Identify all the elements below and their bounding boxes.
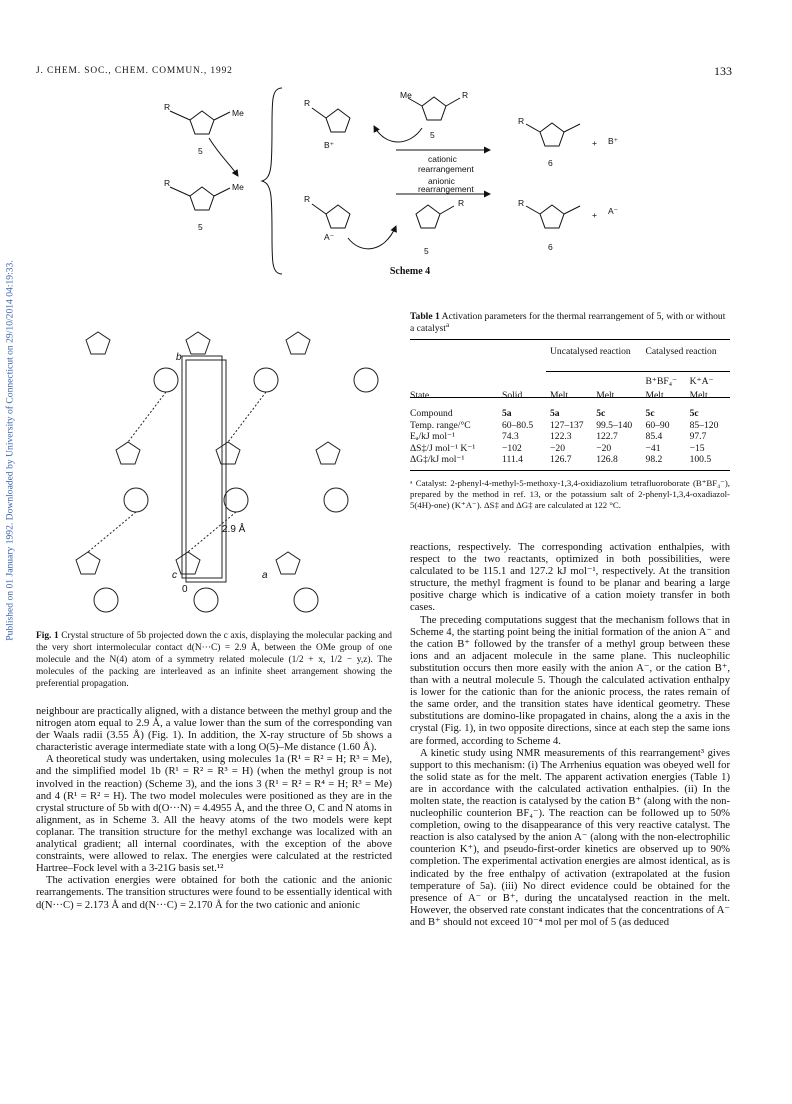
table-cell: 85–120 xyxy=(689,419,719,431)
table-cell: 5c xyxy=(645,408,655,419)
scheme-compound-6-label: 6 xyxy=(548,158,553,168)
column-header: Melt xyxy=(689,390,708,401)
scheme-compound-6-label: 6 xyxy=(548,242,553,252)
table-cell: 98.2 xyxy=(645,454,663,465)
scheme-rearrangement-label: rearrangement xyxy=(418,184,474,194)
scheme-r-label: R xyxy=(164,102,171,112)
table-cell: 111.4 xyxy=(502,454,523,465)
figure-1-label: Fig. 1 xyxy=(36,631,59,641)
paragraph: The preceding computations suggest that the mechanism follows that in Scheme 4, the starting point being the initial formation of the anion A⁻ and the cation B⁺ followed by the transfer of a methyl group between these ions and an adjacent molecule in the same plane. This nucleophilic substitution occurs then more easily with the anion A⁻, or the cation B⁺, than with a neutral molecule 5. Though the calculated activation enthalpy is lower for the cationic than for the anionic process, the rates remain of the same order, and the transition states have identical geometry. These substitutions are domino-like propagated in chains, along the a axis in the crystal (Fig. 1), in two opposite directions, since at each step the same ions are formed, according to Scheme 4. xyxy=(410,614,730,747)
scheme-4 xyxy=(160,86,760,281)
table-cell: ΔG‡/kJ mol⁻¹ xyxy=(410,454,465,465)
scheme-me-label: Me xyxy=(400,90,412,100)
table-1-title xyxy=(410,311,730,335)
table-cell: 122.3 xyxy=(550,431,572,442)
scheme-rearrangement-label: rearrangement xyxy=(418,164,474,174)
running-header xyxy=(36,66,732,76)
table-footnote: ᵃ Catalyst: 2-phenyl-4-methyl-5-methoxy-1,3,4-oxidiazolium tetrafluoroborate (B⁺BF₄⁻), prepared by the method in ref. 13, or the potassium salt of 2-phenyl-1,3,4-oxadiazol-5(4H)-one) (K⁺A⁻). ΔS‡ and ΔG‡ are calculated at 122 °C. xyxy=(410,478,730,511)
scheme-r-label: R xyxy=(164,178,171,188)
table-rule-header xyxy=(410,397,730,398)
download-notice-text: Published on 01 January 1992. Downloaded by University of Connecticut on 29/10/2014 04:19:33. xyxy=(4,260,16,641)
scheme-plus-label: + xyxy=(592,138,597,148)
table-cell: −15 xyxy=(689,442,705,454)
axis-b-label: b xyxy=(176,352,182,363)
left-column xyxy=(36,706,392,912)
journal-citation: J. CHEM. SOC., CHEM. COMMUN., 1992 xyxy=(36,66,233,76)
table-cell: Eₐ/kJ mol⁻¹ xyxy=(410,431,455,442)
crystal-structure-drawing xyxy=(36,300,396,630)
paragraph: A theoretical study was undertaken, using molecules 1a (R¹ = R² = H; R³ = Me), and the simplified model 1b (R¹ = R² = R³ = H) (when the methyl group is not involved in the reaction) (Scheme 3), and the ions 3 (R¹ = R² = R⁴ = H; R³ = Me) and 4 (R¹ = R² = H). The two model molecules were positioned as they are in the crystal structure of 5b with d(O···N) = 4.4955 Å, and the three O, C and N atoms in alignment, as in Scheme 3. All the heavy atoms of the two models were kept coplanar. The transition structure for the methyl exchange was localized with an analytical gradient; all internal coordinates, with the exception of the above constraints, were allowed to relax. The energies were calculated at the restricted Hartree–Fock level with a 3-21G basis set.¹² xyxy=(36,754,392,875)
table-cell: −20 xyxy=(596,442,612,454)
page-number: 133 xyxy=(714,64,732,78)
table-rule-cat xyxy=(640,371,730,372)
table-1-title-note: a xyxy=(445,320,450,329)
table-1-label: Table 1 xyxy=(410,311,440,322)
table-cell: 5a xyxy=(550,408,560,419)
table-cell: 5a xyxy=(502,408,512,419)
scheme-compound-5-label: 5 xyxy=(198,146,203,156)
table-cell: 99.5–140 xyxy=(596,419,633,431)
table-cell: 126.8 xyxy=(596,454,618,465)
contact-distance-label: 2.9 Å xyxy=(222,524,246,535)
scheme-r-label: R xyxy=(458,198,465,208)
scheme-r-label: R xyxy=(304,194,311,204)
table-cell: 5c xyxy=(689,408,699,419)
axis-c-label: c xyxy=(172,570,177,581)
figure-1 xyxy=(36,300,396,630)
paragraph: A kinetic study using NMR measurements of this rearrangement³ gives support to this mechanism: (i) The Arrhenius equation was obeyed well for the solid state as for the melt. The apparent activation energies (Table 1) are in accordance with the calculated activation enthalpies. (ii) In the molten state, the reaction is catalysed by the cation B⁺ (along with the non-nucleophilic counterion BF₄⁻). The reaction can be followed up to 50% completion, owing to the disappearance of this very reactive catalyst. The reaction is also catalysed by the anion A⁻ (along with the non-electrophilic counterion K⁺), and pseudo-first-order kinetics are observed up to 90% completion. The experimental activation energies are almost identical, as is indicated by the free enthalpy of activation (extrapolated at the fusion temperature of 5a). (iii) No direct evidence could be obtained for the presence of A⁻ or B⁺, during the uncatalysed reaction in the melt. However, the observed rate constant indicates that the concentrations of A⁻ and B⁺ should not exceed 10⁻⁴ mol per mol of 5 (as deduced xyxy=(410,747,730,928)
table-cell: Compound xyxy=(410,408,453,419)
column-header: Melt xyxy=(550,390,569,401)
scheme-caption: Scheme 4 xyxy=(389,266,431,277)
column-header: Melt xyxy=(645,390,664,401)
table-cell: Temp. range/°C xyxy=(410,419,471,431)
table-cell: 126.7 xyxy=(550,454,572,465)
table-cell: ΔS‡/J mol⁻¹ K⁻¹ xyxy=(410,442,476,454)
table-cell: −20 xyxy=(550,442,566,454)
column-header: Melt xyxy=(596,390,615,401)
column-header: Solid xyxy=(502,390,523,401)
scheme-compound-5-label: 5 xyxy=(430,130,435,140)
table-cell: 127–137 xyxy=(550,419,584,431)
figure-1-caption xyxy=(36,630,392,690)
table-cell: 60–90 xyxy=(645,419,670,431)
paragraph: neighbour are practically aligned, with a distance between the methyl group and the nitrogen atom equal to 2.9 Å, a value lower than the sum of the corresponding van der Waals radii (3.55 Å) (Fig. 1). In addition, the X-ray structure of 5b shows a characteristic average intermediate state with a long O(5)–Me distance (1.60 Å). xyxy=(36,706,392,754)
scheme-compound-5-label: 5 xyxy=(424,246,429,256)
paragraph: reactions, respectively. The corresponding activation enthalpies, with respect to the two reactants, optimized in both possibilities, were calculated to be 115.1 and 127.2 kJ mol⁻¹, respectively. At the transition structure, the methyl fragment is found to be planar and bearing a large positive charge which is indicative of a cation moiety transfer in both cases. xyxy=(410,542,730,614)
table-rule-uncat xyxy=(546,371,640,372)
scheme-plus-label: + xyxy=(592,210,597,220)
table-rule-bottom xyxy=(410,470,730,471)
table-cell: 74.3 xyxy=(502,431,519,442)
scheme-a-minus-label: A⁻ xyxy=(608,206,619,216)
column-header: State xyxy=(410,390,430,401)
table-cell: −102 xyxy=(502,442,522,454)
table-cell: 122.7 xyxy=(596,431,618,442)
table-cell: −41 xyxy=(645,442,661,454)
scheme-compound-5-label: 5 xyxy=(198,222,203,232)
table-cell: 100.5 xyxy=(689,454,712,465)
table-cell: 85.4 xyxy=(645,431,663,442)
table-cell: 60–80.5 xyxy=(502,419,534,431)
figure-1-caption-text: Crystal structure of 5b projected down the c axis, displaying the molecular packing and the very short intermolecular contact d(N···C) = 2.9 Å, between the OMe group of one molecule and the N(4) atom of a symmetry related molecule (1/2 + x, 1/2 − y,z). The molecules of the packing are interleaved as an infinite sheet arrangement showing the preferential propagation. xyxy=(36,631,392,689)
right-column xyxy=(410,542,730,929)
scheme-me-label: Me xyxy=(232,182,244,192)
scheme-b-plus-label: B⁺ xyxy=(608,136,619,146)
catalyst-b: B⁺BF₄⁻ xyxy=(645,376,678,387)
group-catalysed: Catalysed reaction xyxy=(645,346,717,357)
scheme-cationic-label: cationic xyxy=(428,154,457,164)
scheme-r-label: R xyxy=(518,116,525,126)
scheme-r-label: R xyxy=(518,198,525,208)
scheme-r-label: R xyxy=(462,90,469,100)
scheme-me-label: Me xyxy=(232,108,244,118)
scheme-r-label: R xyxy=(304,98,311,108)
axis-a-label: a xyxy=(262,570,268,581)
table-cell: 5c xyxy=(596,408,606,419)
catalyst-k: K⁺A⁻ xyxy=(689,376,714,387)
scheme-a-minus-label: A⁻ xyxy=(324,232,335,242)
table-cell: 97.7 xyxy=(689,431,707,442)
group-uncatalysed: Uncatalysed reaction xyxy=(550,346,631,357)
table-1-title-text: Activation parameters for the thermal rearrangement of 5, with or without a catalyst xyxy=(410,311,726,334)
paragraph: The activation energies were obtained for both the cationic and the anionic rearrangements. The transition structures were found to be essentially identical with d(N···C) = 2.173 Å and d(N···C) = 2.170 Å for the two cationic and anionic xyxy=(36,875,392,911)
scheme-anionic-label: anionic xyxy=(428,176,455,186)
origin-label: 0 xyxy=(182,584,188,595)
download-notice xyxy=(0,230,22,680)
scheme-b-plus-label: B⁺ xyxy=(324,140,335,150)
activation-table xyxy=(410,340,730,466)
